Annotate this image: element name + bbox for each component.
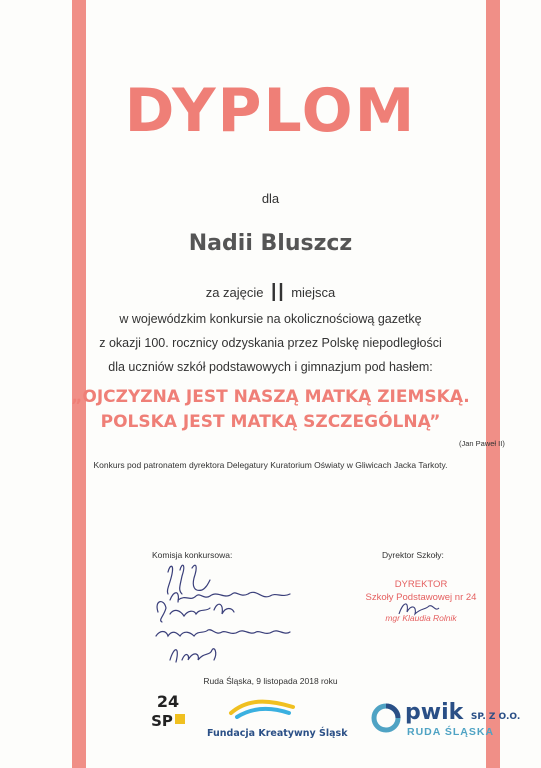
pwik-city: RUDA ŚLĄSKA [407, 726, 495, 738]
stamp-line-1: DYREKTOR [394, 579, 448, 590]
motto-author: (Jan Paweł II) [459, 439, 505, 448]
place-number: II [270, 277, 285, 307]
contest-description-line-1: w wojewódzkim konkursie na okolicznościową gazetkę [119, 312, 422, 326]
wave-icon [227, 697, 297, 719]
school-logo-number: 24 [156, 692, 180, 711]
motto-line-2: POLSKA JEST MATKĄ SZCZEGÓLNĄ” [100, 412, 441, 432]
pwik-brand-suffix: SP. Z O.O. [470, 712, 521, 722]
foundation-logo [207, 697, 348, 739]
place-suffix: miejsca [291, 285, 336, 300]
pwik-brand-name: pwik [405, 700, 464, 725]
stamp-line-2: Szkoły Podstawowej nr 24 [365, 592, 477, 603]
school-24-logo [148, 690, 188, 730]
place-prefix: za zajęcie [205, 285, 264, 300]
motto-line-1: „OJCZYZNA JEST NASZĄ MATKĄ ZIEMSKĄ. [71, 387, 470, 407]
pwik-brand [405, 700, 520, 725]
patronage-note: Konkurs pod patronatem dyrektora Delegatury Kuratorium Oświaty w Gliwicach Jacka Tarkoty. [93, 460, 448, 470]
foundation-name: Fundacja Kreatywny Śląsk [207, 728, 348, 739]
school-logo-letters: SP [151, 712, 173, 730]
place-line [0, 277, 541, 308]
pwik-circle-icon [371, 703, 401, 733]
contest-description-line-2: z okazji 100. rocznicy odzyskania przez Polskę niepodległości [99, 336, 442, 350]
for-label: dla [261, 191, 280, 206]
place-and-date: Ruda Śląska, 9 listopada 2018 roku [203, 676, 338, 686]
committee-label: Komisja konkursowa: [152, 550, 233, 560]
committee-signatures [140, 560, 315, 670]
diploma-title: DYPLOM [124, 76, 417, 146]
recipient-name: Nadii Bluszcz [188, 231, 353, 256]
contest-description-line-3: dla uczniów szkół podstawowych i gimnazjum pod hasłem: [108, 360, 433, 374]
director-label: Dyrektor Szkoły: [382, 550, 444, 560]
stamp-line-3: mgr Klaudia Rolnik [385, 613, 457, 623]
